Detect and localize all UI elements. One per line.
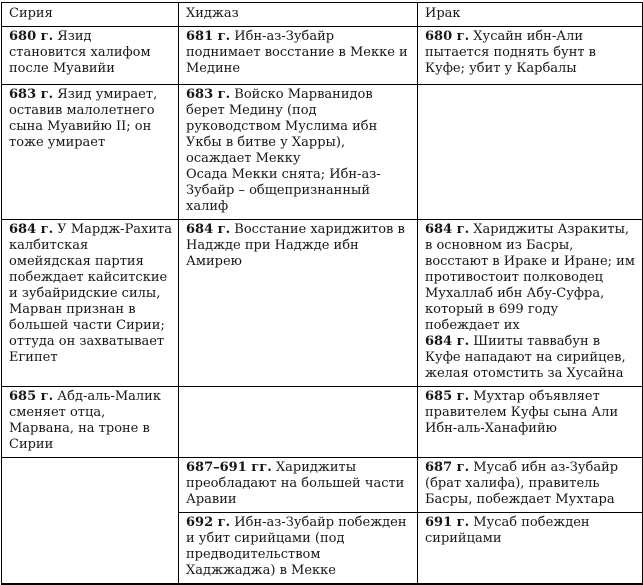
cell-r3-iraq (418, 220, 643, 387)
event-year: 684 г. (425, 222, 470, 237)
event (186, 87, 411, 167)
event (186, 167, 411, 215)
event (425, 389, 636, 437)
event-year: 683 г. (186, 87, 231, 102)
event-text: Ибн-аз-Зубайр побежден и убит сирийцами (под предводительством Хаджжаджа) в Мекке (186, 515, 407, 578)
event-text: Войско Марванидов берет Медину (под руководством Муслима ибн Укбы в битве у Харры), осаждает Мекку (186, 87, 378, 166)
event-text: Язид становится халифом после Муавийи (9, 29, 151, 76)
event-year: 684 г. (186, 222, 231, 237)
event-year: 683 г. (9, 87, 54, 102)
event-text: Восстание хариджитов в Наджде при Наджде ибн Амирею (186, 222, 405, 269)
event (186, 222, 411, 270)
event-year: 680 г. (9, 29, 54, 44)
event-text: Абд-аль-Малик сменяет отца, Марвана, на троне в Сирии (9, 389, 161, 452)
event-text: Хусайн ибн-Али пытается поднять бунт в Куфе; убит у Карбалы (425, 29, 596, 76)
column-header-hijaz: Хиджаз (179, 3, 418, 27)
cell-r2-syria (2, 85, 179, 220)
cell-r4-hijaz-empty (179, 387, 418, 458)
event-text: Мухтар объявляет правителем Куфы сына Али Ибн-аль-Ханафийю (425, 389, 619, 436)
cell-r1-iraq (418, 27, 643, 85)
event-year: 687 г. (425, 460, 470, 475)
event-text: Ибн-аз-Зубайр поднимает восстание в Мекке и Медине (186, 29, 408, 76)
event (186, 29, 411, 77)
event (186, 515, 411, 579)
event-year: 680 г. (425, 29, 470, 44)
cell-r3-syria (2, 220, 179, 387)
event-year: 692 г. (186, 515, 231, 530)
event-text: У Мардж-Рахита калбитская омейядская партия побеждает кайситские и зубайридские силы, Марван признан в большей части Сирии; оттуда он захватывает Египет (9, 222, 172, 365)
cell-r5-hijaz (179, 458, 418, 513)
cell-r5-r6-syria-empty (2, 458, 179, 585)
cell-r1-syria (2, 27, 179, 85)
event-text: Осада Мекки снята; Ибн-аз-Зубайр – общепризнанный халиф (186, 167, 381, 214)
event (425, 460, 636, 508)
event (425, 222, 636, 334)
event-year: 681 г. (186, 29, 231, 44)
table-row (2, 27, 643, 85)
header-row (2, 3, 643, 27)
event-year: 687–691 гг. (186, 460, 272, 475)
cell-r3-hijaz (179, 220, 418, 387)
table-row (2, 85, 643, 220)
timeline-table (1, 2, 643, 585)
event-text: Шииты таввабун в Куфе нападают на сирийцев, желая отомстить за Хусайна (425, 334, 626, 381)
event-year: 691 г. (425, 515, 470, 530)
event-text: Мусаб ибн аз-Зубайр (брат халифа), правитель Басры, побеждает Мухтара (425, 460, 619, 507)
event-year: 685 г. (425, 389, 470, 404)
event-text: Мусаб побежден сирийцами (425, 515, 590, 546)
column-header-syria: Сирия (2, 3, 179, 27)
event (425, 29, 636, 77)
event-year: 685 г. (9, 389, 54, 404)
event-text: Хариджиты преобладают на большей части Аравии (186, 460, 405, 507)
table-row (2, 387, 643, 458)
event (9, 87, 172, 151)
event-year: 684 г. (9, 222, 54, 237)
column-header-iraq: Ирак (418, 3, 643, 27)
cell-r6-iraq (418, 513, 643, 585)
event (9, 29, 172, 77)
cell-r6-hijaz (179, 513, 418, 585)
cell-r1-hijaz (179, 27, 418, 85)
event (9, 389, 172, 453)
event-year: 684 г. (425, 334, 470, 349)
cell-r4-iraq (418, 387, 643, 458)
event (9, 222, 172, 366)
table-row (2, 220, 643, 387)
cell-r4-syria (2, 387, 179, 458)
event-text: Язид умирает, оставив малолетнего сына Муавийю II; он тоже умирает (9, 87, 158, 150)
event (186, 460, 411, 508)
cell-r5-iraq (418, 458, 643, 513)
cell-r2-iraq-empty (418, 85, 643, 220)
event (425, 515, 636, 547)
table-row (2, 458, 643, 513)
event (425, 334, 636, 382)
cell-r2-hijaz (179, 85, 418, 220)
event-text: Хариджиты Азракиты, в основном из Басры, восстают в Ираке и Иране; им противостоит полководец Мухаллаб ибн Абу-Суфра, который в 699 году побеждает их (425, 222, 635, 333)
